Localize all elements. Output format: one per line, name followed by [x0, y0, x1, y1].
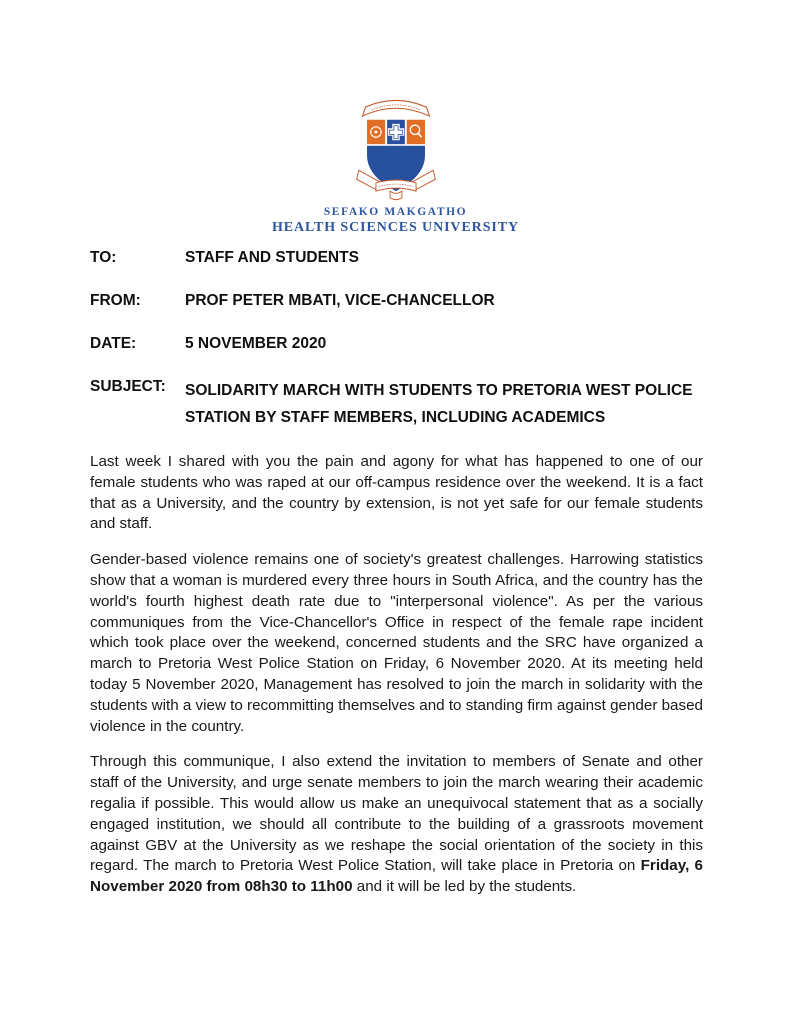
- university-logo: [0, 93, 791, 236]
- subject-label: SUBJECT:: [90, 378, 166, 395]
- to-value: STAFF AND STUDENTS: [185, 249, 359, 266]
- from-label: FROM:: [90, 292, 141, 309]
- paragraph-3-pre: Through this communique, I also extend the invitation to members of Senate and other staff of the University, and urge senate members to join the march wearing their academic regalia if possible. This would allow us make an unequivocal statement that as a socially engaged institution, we should all contribute to the building of a grassroots movement against GBV at the University as we reshape the social orientation of the society in this regard. The march to Pretoria West Police Station, will take place in Pretoria on: [90, 753, 703, 875]
- university-crest-icon: [317, 93, 475, 203]
- paragraph-3: [90, 752, 703, 898]
- field-to: [90, 249, 359, 267]
- subject-line2: STATION BY STAFF MEMBERS, INCLUDING ACADEMICS: [185, 408, 606, 426]
- paragraph-2: Gender-based violence remains one of society's greatest challenges. Harrowing statistics show that a woman is murdered every three hours in South Africa, and the country has the world's fourth highest death rate due to "interpersonal violence". As per the various communiques from the Vice-Chancellor's Office in respect of the female rape incident which took place over the weekend, concerned students and the SRC have organized a march to Pretoria West Police Station on Friday, 6 November 2020. At its meeting held today 5 November 2020, Management has resolved to join the march in solidarity with the students with a view to recommitting themselves and to standing firm against gender based violence in the country.: [90, 551, 703, 735]
- paragraph-3-bold-date: Friday, 6 November 2020 from 08h30 to 11h00: [90, 857, 703, 896]
- to-label: TO:: [90, 249, 117, 266]
- subject-line1: SOLIDARITY MARCH WITH STUDENTS TO PRETORIA WEST POLICE: [185, 382, 693, 399]
- from-value: PROF PETER MBATI, VICE-CHANCELLOR: [185, 292, 495, 309]
- subject-value: [185, 378, 693, 431]
- date-value: 5 NOVEMBER 2020: [185, 335, 327, 352]
- date-label: DATE:: [90, 335, 137, 352]
- paragraph-3-post: and it will be led by the students.: [352, 878, 577, 896]
- field-date: [90, 335, 326, 353]
- paragraph-1: Last week I shared with you the pain and agony for what has happened to one of our female students who was raped at our off-campus residence over the weekend. It is a fact that as a University, and the country by extension, is not yet safe for our female students and staff.: [90, 453, 703, 533]
- field-from: [90, 292, 495, 310]
- university-name-line2: HEALTH SCIENCES UNIVERSITY: [272, 220, 519, 235]
- field-subject: [90, 378, 693, 431]
- memo-body: [90, 452, 703, 913]
- university-name-line1: SEFAKO MAKGATHO: [323, 206, 468, 218]
